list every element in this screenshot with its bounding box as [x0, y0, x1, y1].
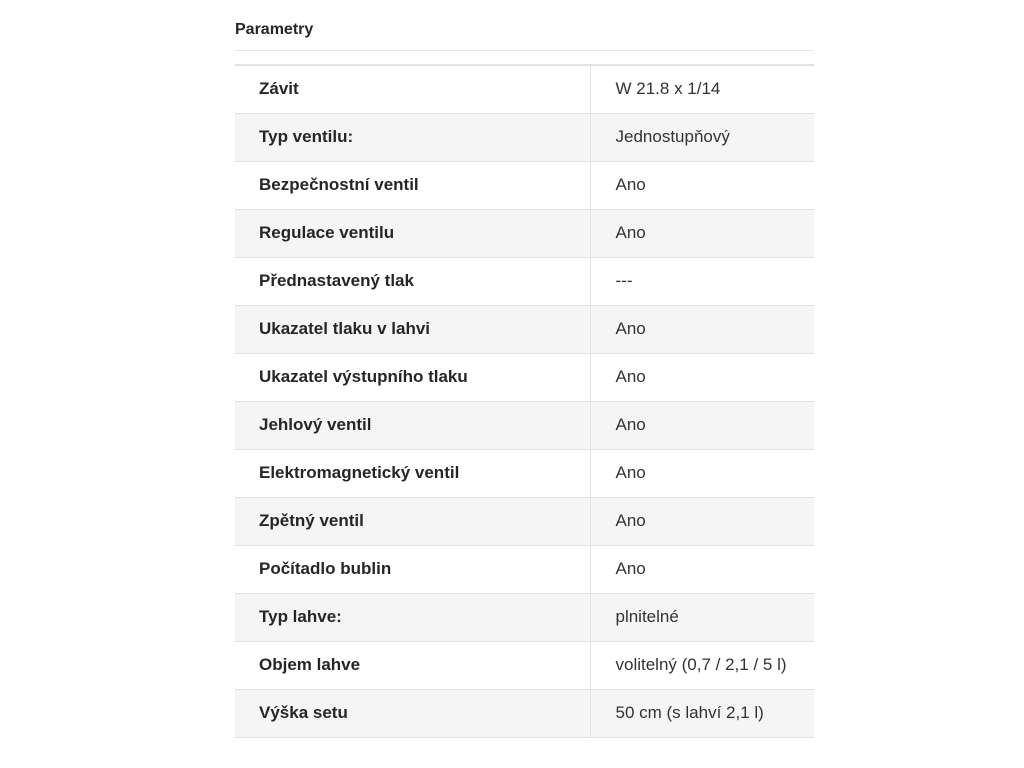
parameter-value: W 21.8 x 1/14 — [590, 65, 814, 113]
parameter-label: Ukazatel výstupního tlaku — [235, 353, 590, 401]
parameter-value: --- — [590, 257, 814, 305]
parameter-label: Elektromagnetický ventil — [235, 449, 590, 497]
section-title: Parametry — [235, 0, 814, 51]
parameter-label: Zpětný ventil — [235, 497, 590, 545]
parameter-label: Závit — [235, 65, 590, 113]
parameters-section — [235, 0, 814, 738]
table-row — [235, 689, 814, 737]
parameter-value: Ano — [590, 449, 814, 497]
table-row — [235, 449, 814, 497]
table-row — [235, 353, 814, 401]
parameter-label: Objem lahve — [235, 641, 590, 689]
parameter-label: Výška setu — [235, 689, 590, 737]
table-row — [235, 257, 814, 305]
parameter-value: plnitelné — [590, 593, 814, 641]
table-row — [235, 593, 814, 641]
parameter-value: Ano — [590, 353, 814, 401]
parameter-value: Ano — [590, 497, 814, 545]
parameter-label: Typ ventilu: — [235, 113, 590, 161]
table-row — [235, 161, 814, 209]
parameter-value: volitelný (0,7 / 2,1 / 5 l) — [590, 641, 814, 689]
parameter-label: Regulace ventilu — [235, 209, 590, 257]
parameter-value: Ano — [590, 209, 814, 257]
parameter-label: Počítadlo bublin — [235, 545, 590, 593]
parameter-value: Ano — [590, 545, 814, 593]
parameter-label: Jehlový ventil — [235, 401, 590, 449]
parameter-label: Typ lahve: — [235, 593, 590, 641]
parameter-value: 50 cm (s lahví 2,1 l) — [590, 689, 814, 737]
table-row — [235, 65, 814, 113]
parameter-label: Bezpečnostní ventil — [235, 161, 590, 209]
table-row — [235, 545, 814, 593]
table-row — [235, 401, 814, 449]
table-row — [235, 113, 814, 161]
parameter-value: Ano — [590, 305, 814, 353]
parameter-value: Ano — [590, 401, 814, 449]
table-row — [235, 641, 814, 689]
parameter-label: Ukazatel tlaku v lahvi — [235, 305, 590, 353]
parameter-value: Jednostupňový — [590, 113, 814, 161]
table-row — [235, 305, 814, 353]
parameter-label: Přednastavený tlak — [235, 257, 590, 305]
table-row — [235, 497, 814, 545]
table-row — [235, 209, 814, 257]
parameter-value: Ano — [590, 161, 814, 209]
parameters-table — [235, 64, 814, 738]
